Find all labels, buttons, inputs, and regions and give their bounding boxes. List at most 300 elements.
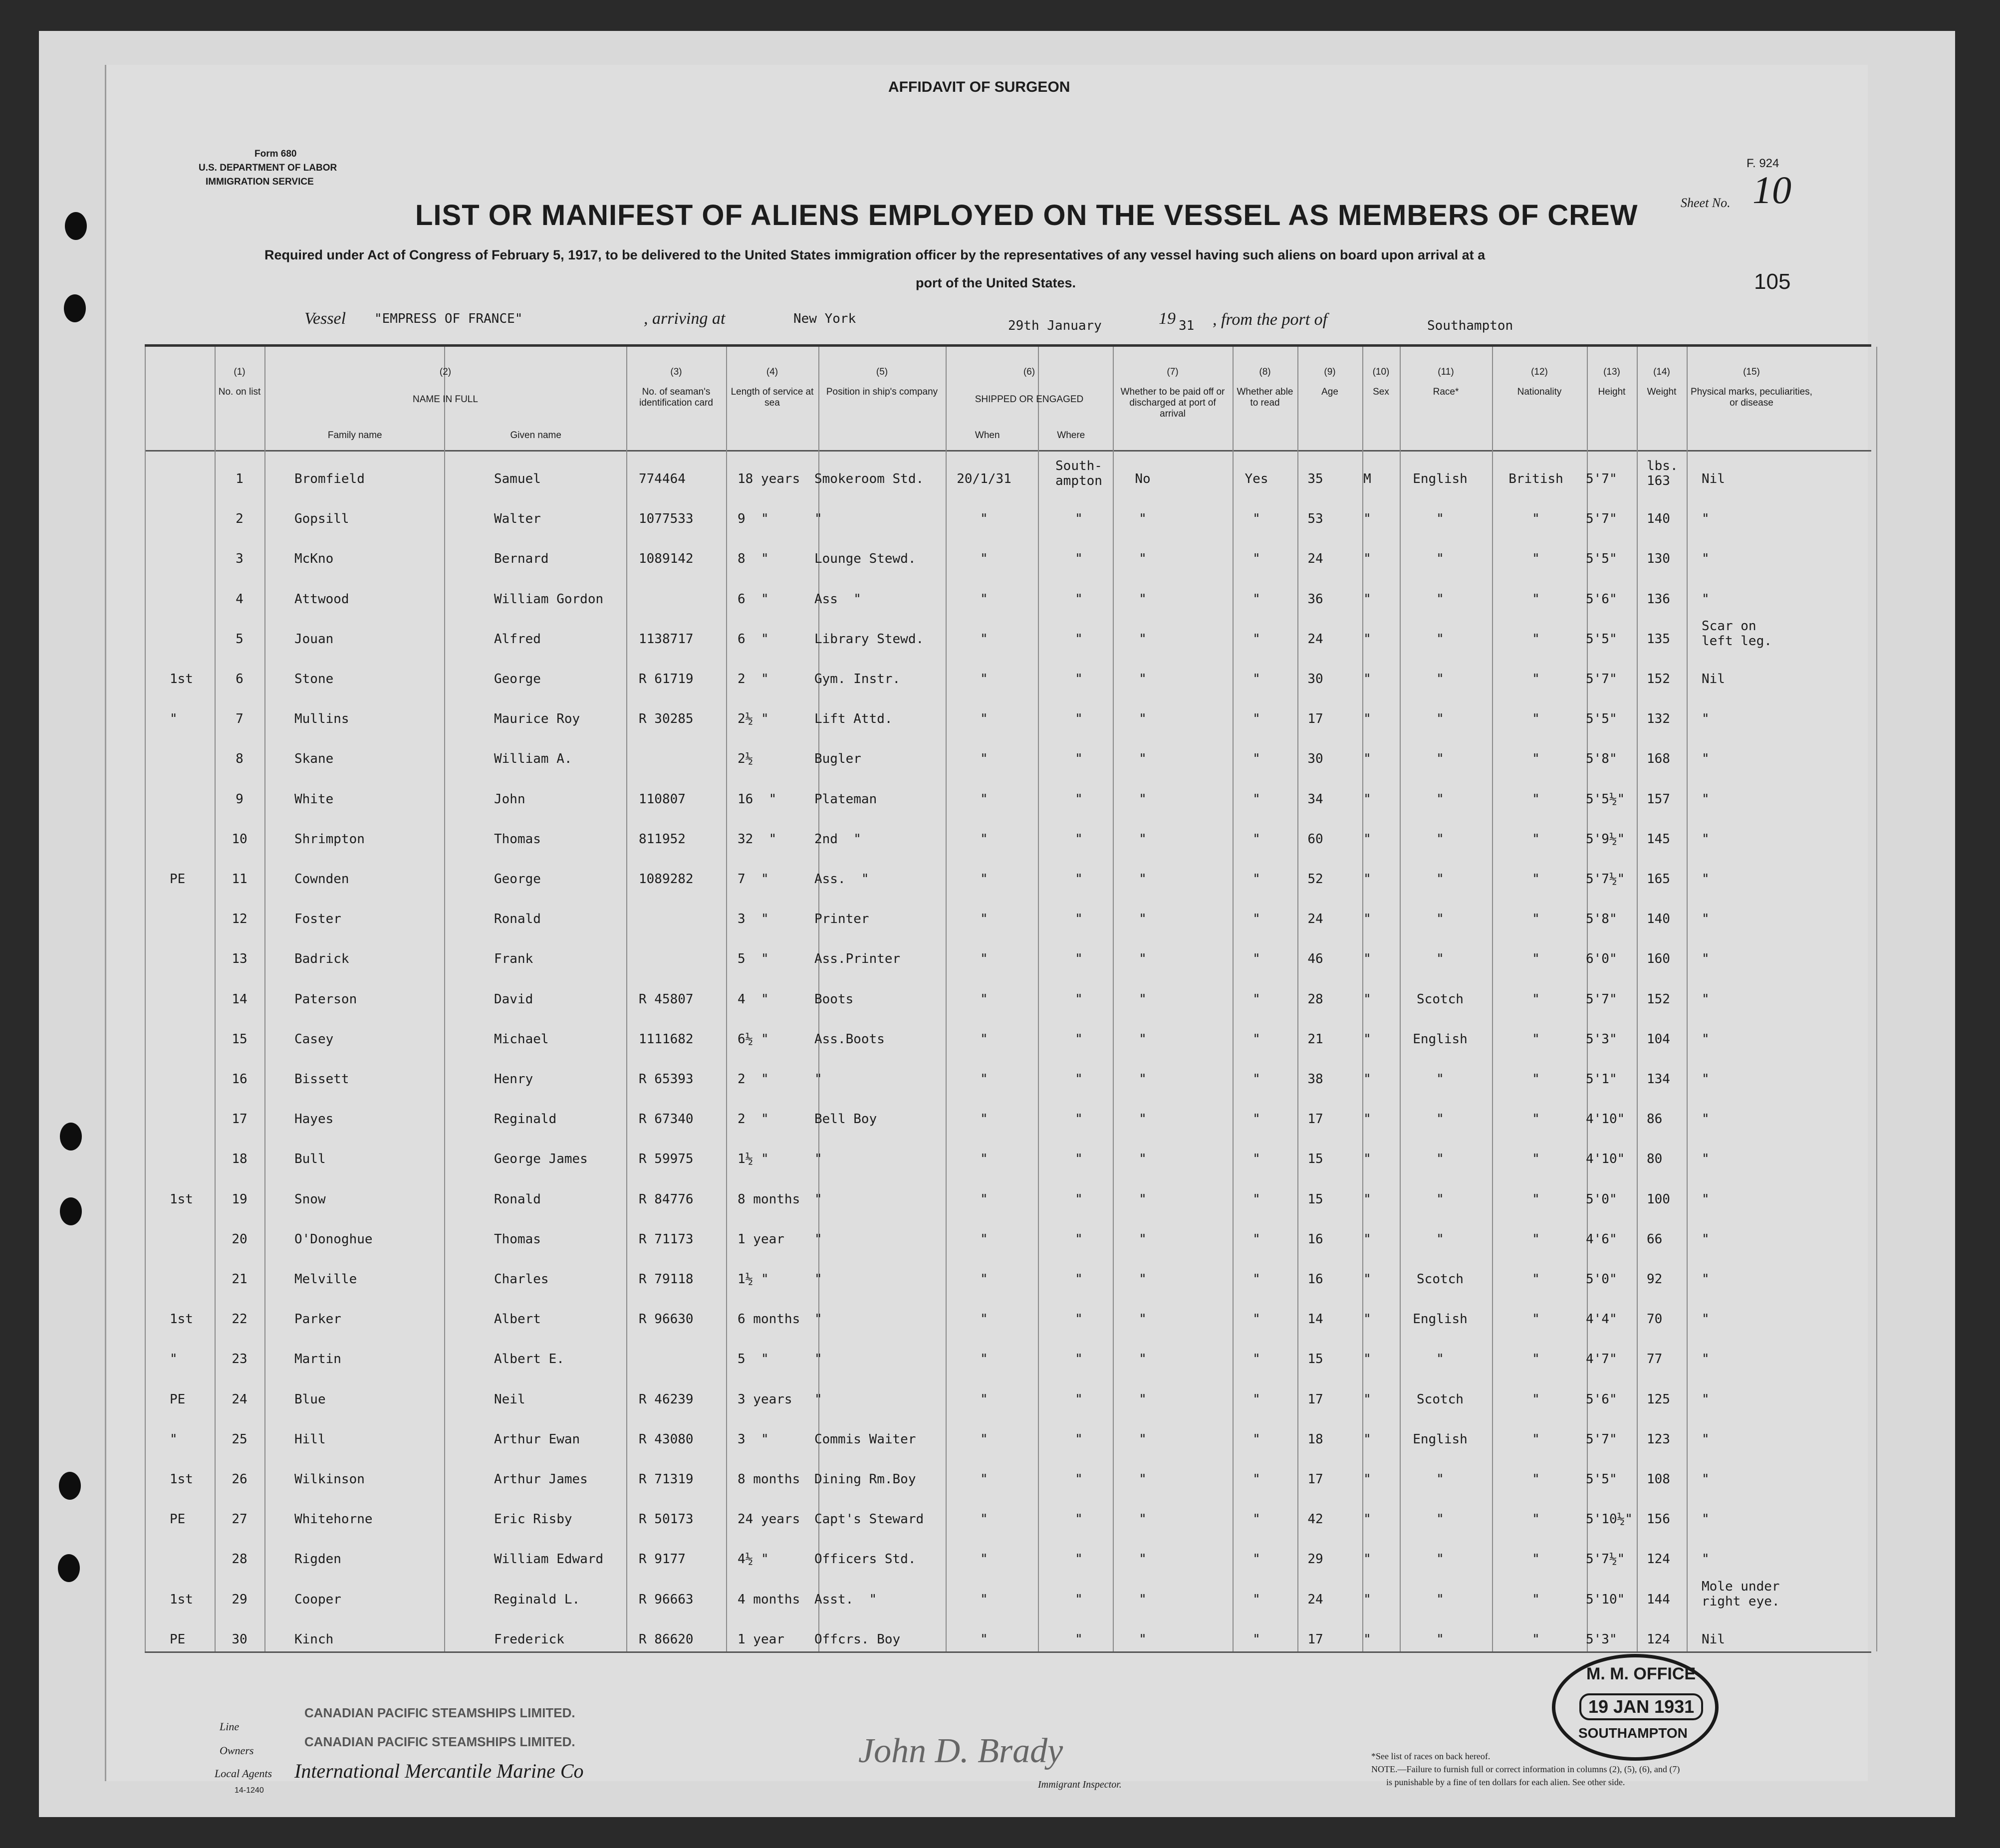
length-of-service: 1½ " [738, 1152, 769, 1167]
able-to-read: " [1252, 751, 1260, 767]
able-to-read: " [1252, 591, 1260, 607]
paid-off: " [1139, 631, 1147, 647]
given-name: Samuel [494, 471, 541, 486]
position: " [814, 1352, 822, 1367]
length-of-service: 4½ " [738, 1552, 769, 1567]
row-number: 17 [232, 1112, 248, 1127]
race: " [1436, 1072, 1444, 1087]
age: 17 [1307, 1472, 1323, 1487]
weight: 66 [1647, 1231, 1663, 1247]
punch-hole [60, 1123, 82, 1151]
family-name: Skane [294, 751, 334, 767]
given-name: William A. [494, 751, 572, 767]
age: 15 [1307, 1352, 1323, 1367]
page-number: 105 [1754, 269, 1791, 294]
weight: 157 [1647, 791, 1670, 807]
position: Library Stewd. [814, 631, 924, 647]
height: 4'10" [1586, 1112, 1625, 1127]
sex: " [1363, 791, 1371, 807]
shipped-when: " [980, 1272, 988, 1287]
length-of-service: 7 " [738, 872, 769, 887]
sex: " [1363, 751, 1371, 767]
id-card-number: 1089142 [639, 551, 694, 567]
shipped-where: " [1075, 631, 1083, 647]
family-name: Attwood [294, 591, 349, 607]
family-name: Hill [294, 1431, 326, 1447]
column-number: (10) [1372, 367, 1390, 377]
age: 60 [1307, 831, 1323, 847]
height: 4'6" [1586, 1231, 1617, 1247]
column-rule [946, 347, 947, 1651]
sex: " [1363, 1231, 1371, 1247]
race: " [1436, 1592, 1444, 1607]
race: " [1436, 1472, 1444, 1487]
sex: " [1363, 1631, 1371, 1647]
weight: 165 [1647, 872, 1670, 887]
column-header: No. of seaman's identification card [639, 387, 713, 408]
age: 21 [1307, 1031, 1323, 1047]
nationality: " [1532, 631, 1540, 647]
paid-off: " [1139, 1152, 1147, 1167]
arrival-year: 31 [1179, 318, 1195, 333]
given-name: Walter [494, 511, 541, 527]
given-name: John [494, 791, 525, 807]
age: 53 [1307, 511, 1323, 527]
position: " [814, 1231, 822, 1247]
physical-marks: " [1702, 872, 1710, 887]
weight: 130 [1647, 551, 1670, 567]
physical-marks: " [1702, 1472, 1710, 1487]
shipped-where: " [1075, 672, 1083, 687]
id-card-number: R 86620 [639, 1631, 694, 1647]
fine-note: is punishable by a fine of ten dollars for each alien. See other side. [1386, 1777, 1625, 1787]
shipped-where: " [1075, 912, 1083, 927]
column-number: (1) [234, 367, 246, 377]
column-header: NAME IN FULL [413, 394, 478, 405]
able-to-read: " [1252, 912, 1260, 927]
id-card-number: R 71173 [639, 1231, 694, 1247]
nationality: " [1532, 1391, 1540, 1407]
physical-marks: " [1702, 1031, 1710, 1047]
paid-off: " [1139, 1552, 1147, 1567]
height: 5'7" [1586, 511, 1617, 527]
column-number: (9) [1324, 367, 1336, 377]
height: 5'7" [1586, 471, 1617, 486]
given-name: Reginald L. [494, 1592, 580, 1607]
position: Boots [814, 991, 854, 1007]
paid-off: " [1139, 1191, 1147, 1207]
race: English [1413, 1312, 1468, 1327]
column-rule [1876, 347, 1877, 1651]
id-card-number: R 45807 [639, 991, 694, 1007]
age: 17 [1307, 1631, 1323, 1647]
able-to-read: " [1252, 1191, 1260, 1207]
height: 5'3" [1586, 1031, 1617, 1047]
column-number: (13) [1603, 367, 1620, 377]
shipped-when: " [980, 1231, 988, 1247]
shipped-when: " [980, 672, 988, 687]
shipped-when: " [980, 831, 988, 847]
race: " [1436, 831, 1444, 847]
id-card-number: 774464 [639, 471, 686, 486]
family-name: Whitehorne [294, 1512, 373, 1527]
physical-marks: " [1702, 1231, 1710, 1247]
weight: 145 [1647, 831, 1670, 847]
height: 5'5" [1586, 1472, 1617, 1487]
family-name: Snow [294, 1191, 326, 1207]
shipped-where: " [1075, 511, 1083, 527]
height: 5'10" [1586, 1592, 1625, 1607]
race: " [1436, 711, 1444, 727]
weight: 100 [1647, 1191, 1670, 1207]
shipped-when: " [980, 1312, 988, 1327]
physical-marks: " [1702, 791, 1710, 807]
physical-marks: " [1702, 1312, 1710, 1327]
height: 5'7½" [1586, 1552, 1625, 1567]
stamp-top: M. M. OFFICE [1586, 1664, 1696, 1683]
shipped-when: " [980, 991, 988, 1007]
nationality: " [1532, 1191, 1540, 1207]
sex: " [1363, 1391, 1371, 1407]
id-card-number: R 61719 [639, 672, 694, 687]
row-number: 9 [236, 791, 244, 807]
length-of-service: 3 years [738, 1391, 792, 1407]
nationality: " [1532, 872, 1540, 887]
column-number: (8) [1259, 367, 1271, 377]
shipped-where: " [1075, 1112, 1083, 1127]
weight: 140 [1647, 912, 1670, 927]
age: 36 [1307, 591, 1323, 607]
physical-marks: " [1702, 1191, 1710, 1207]
nationality: " [1532, 751, 1540, 767]
sheet-number: 10 [1752, 168, 1791, 212]
given-name: Ronald [494, 1191, 541, 1207]
length-of-service: 16 " [738, 791, 777, 807]
height: 5'3" [1586, 1631, 1617, 1647]
race: " [1436, 1191, 1444, 1207]
service-label: IMMIGRATION SERVICE [206, 177, 314, 187]
sex: " [1363, 631, 1371, 647]
nationality: " [1532, 1352, 1540, 1367]
row-number: 11 [232, 872, 248, 887]
shipped-where: " [1075, 951, 1083, 967]
paid-off: " [1139, 1512, 1147, 1527]
position: " [814, 1152, 822, 1167]
shipped-where: " [1075, 1472, 1083, 1487]
row-number: 8 [236, 751, 244, 767]
race: " [1436, 1352, 1444, 1367]
given-name: Arthur James [494, 1472, 588, 1487]
agents-label: Local Agents [215, 1767, 272, 1780]
length-of-service: 3 " [738, 912, 769, 927]
margin-mark: " [170, 1352, 178, 1367]
physical-marks: " [1702, 831, 1710, 847]
nationality: " [1532, 1512, 1540, 1527]
shipped-when: 20/1/31 [957, 471, 1011, 486]
paid-off: " [1139, 551, 1147, 567]
race: " [1436, 1631, 1444, 1647]
shipped-where: " [1075, 1352, 1083, 1367]
family-name: Mullins [294, 711, 349, 727]
race: " [1436, 872, 1444, 887]
arrival-port: New York [793, 311, 856, 326]
weight: 168 [1647, 751, 1670, 767]
physical-marks: Nil [1702, 471, 1725, 486]
age: 30 [1307, 672, 1323, 687]
stamp-bottom: SOUTHAMPTON [1578, 1725, 1688, 1741]
row-number: 19 [232, 1191, 248, 1207]
sex: " [1363, 1472, 1371, 1487]
given-name: Thomas [494, 831, 541, 847]
margin-mark: " [170, 1431, 178, 1447]
margin-mark: 1st [170, 1472, 193, 1487]
sex: " [1363, 1512, 1371, 1527]
nationality: " [1532, 951, 1540, 967]
row-number: 25 [232, 1431, 248, 1447]
weight: 135 [1647, 631, 1670, 647]
physical-marks: " [1702, 1272, 1710, 1287]
able-to-read: " [1252, 1031, 1260, 1047]
weight: 156 [1647, 1512, 1670, 1527]
margin-mark: 1st [170, 672, 193, 687]
sex: " [1363, 672, 1371, 687]
weight: 86 [1647, 1112, 1663, 1127]
from-label: , from the port of [1213, 310, 1328, 329]
position: Lounge Stewd. [814, 551, 916, 567]
physical-marks: " [1702, 951, 1710, 967]
column-subheader: Where [1057, 430, 1085, 441]
weight: 124 [1647, 1552, 1670, 1567]
shipped-when: " [980, 1191, 988, 1207]
physical-marks: " [1702, 551, 1710, 567]
id-card-number: R 43080 [639, 1431, 694, 1447]
length-of-service: 8 months [738, 1191, 800, 1207]
id-card-number: R 67340 [639, 1112, 694, 1127]
length-of-service: 32 " [738, 831, 777, 847]
id-card-number: 1077533 [639, 511, 694, 527]
shipped-when: " [980, 1431, 988, 1447]
arriving-label: , arriving at [644, 309, 726, 328]
column-rule [1637, 347, 1638, 1651]
weight: 144 [1647, 1592, 1670, 1607]
given-name: Bernard [494, 551, 549, 567]
position: Ass.Printer [814, 951, 901, 967]
column-subheader: When [975, 430, 1000, 441]
height: 5'7" [1586, 1431, 1617, 1447]
weight: 136 [1647, 591, 1670, 607]
height: 5'7" [1586, 672, 1617, 687]
given-name: Arthur Ewan [494, 1431, 580, 1447]
paid-off: " [1139, 1391, 1147, 1407]
subtitle: Required under Act of Congress of February 5, 1917, to be delivered to the United States immigration officer by the representatives of any vessel having such aliens on board upon arrival at a [264, 247, 1486, 262]
able-to-read: Yes [1245, 471, 1268, 486]
affidavit-heading: AFFIDAVIT OF SURGEON [888, 79, 1070, 95]
race: " [1436, 751, 1444, 767]
able-to-read: " [1252, 1431, 1260, 1447]
race: " [1436, 912, 1444, 927]
shipped-where: " [1075, 1231, 1083, 1247]
position: " [814, 1191, 822, 1207]
form-number: Form 680 [254, 149, 297, 159]
row-number: 16 [232, 1072, 248, 1087]
paid-off: " [1139, 1592, 1147, 1607]
length-of-service: 2½ [738, 751, 753, 767]
paid-off: " [1139, 672, 1147, 687]
length-of-service: 6 " [738, 631, 769, 647]
height: 5'6" [1586, 591, 1617, 607]
height: 5'9½" [1586, 831, 1625, 847]
column-number: (15) [1743, 367, 1760, 377]
paid-off: " [1139, 1472, 1147, 1487]
able-to-read: " [1252, 831, 1260, 847]
position: Asst. " [814, 1592, 877, 1607]
physical-marks: " [1702, 1512, 1710, 1527]
column-header: Height [1598, 387, 1626, 397]
nationality: " [1532, 591, 1540, 607]
given-name: Henry [494, 1072, 533, 1087]
weight: 152 [1647, 991, 1670, 1007]
height: 5'8" [1586, 912, 1617, 927]
given-name: Albert [494, 1312, 541, 1327]
id-card-number: 1111682 [639, 1031, 694, 1047]
races-note: *See list of races on back hereof. [1371, 1751, 1491, 1761]
physical-marks: " [1702, 711, 1710, 727]
given-name: Frank [494, 951, 533, 967]
shipped-where: " [1075, 1312, 1083, 1327]
family-name: Hayes [294, 1112, 334, 1127]
shipped-where: " [1075, 1031, 1083, 1047]
column-rule [1687, 347, 1688, 1651]
shipped-when: " [980, 1152, 988, 1167]
column-header: Length of service at sea [731, 387, 814, 408]
shipped-where: " [1075, 1592, 1083, 1607]
height: 5'6" [1586, 1391, 1617, 1407]
position: Commis Waiter [814, 1431, 916, 1447]
paid-off: " [1139, 791, 1147, 807]
nationality: " [1532, 1152, 1540, 1167]
nationality: " [1532, 912, 1540, 927]
id-card-number: 1138717 [639, 631, 694, 647]
nationality: British [1508, 471, 1563, 486]
able-to-read: " [1252, 872, 1260, 887]
weight: 70 [1647, 1312, 1663, 1327]
column-header: Whether to be paid off or discharged at port of arrival [1120, 387, 1225, 419]
physical-marks: " [1702, 511, 1710, 527]
race: English [1413, 471, 1468, 486]
given-name: Neil [494, 1391, 525, 1407]
sex: " [1363, 1112, 1371, 1127]
shipped-where: " [1075, 791, 1083, 807]
family-name: Melville [294, 1272, 357, 1287]
physical-marks: " [1702, 751, 1710, 767]
position: Lift Attd. [814, 711, 893, 727]
given-name: Reginald [494, 1112, 557, 1127]
nationality: " [1532, 831, 1540, 847]
column-header: Race* [1433, 387, 1459, 397]
subtitle-line2: port of the United States. [916, 275, 1076, 290]
nationality: " [1532, 1552, 1540, 1567]
punch-hole [60, 1197, 82, 1225]
age: 17 [1307, 1391, 1323, 1407]
margin-mark: " [170, 711, 178, 727]
length-of-service: 2 " [738, 1112, 769, 1127]
table-bottom-rule [145, 1651, 1871, 1653]
sex: " [1363, 511, 1371, 527]
column-header: Age [1321, 387, 1338, 397]
able-to-read: " [1252, 1272, 1260, 1287]
length-of-service: 24 years [738, 1512, 800, 1527]
age: 24 [1307, 551, 1323, 567]
family-name: Kinch [294, 1631, 334, 1647]
department-label: U.S. DEPARTMENT OF LABOR [199, 163, 337, 173]
shipped-where: " [1075, 1631, 1083, 1647]
position: " [814, 511, 822, 527]
f-number: F. 924 [1747, 157, 1779, 170]
length-of-service: 6 " [738, 591, 769, 607]
row-number: 4 [236, 591, 244, 607]
given-name: Albert E. [494, 1352, 564, 1367]
height: 5'5" [1586, 631, 1617, 647]
family-name: Blue [294, 1391, 326, 1407]
shipped-when: " [980, 951, 988, 967]
height: 4'4" [1586, 1312, 1617, 1327]
shipped-when: " [980, 591, 988, 607]
race: " [1436, 951, 1444, 967]
row-number: 20 [232, 1231, 248, 1247]
age: 24 [1307, 912, 1323, 927]
physical-marks: " [1702, 1152, 1710, 1167]
paid-off: " [1139, 1312, 1147, 1327]
family-name: Bromfield [294, 471, 365, 486]
able-to-read: " [1252, 1472, 1260, 1487]
age: 17 [1307, 1112, 1323, 1127]
failure-note: NOTE.—Failure to furnish full or correct information in columns (2), (5), (6), and (7) [1371, 1764, 1680, 1774]
column-number: (7) [1167, 367, 1179, 377]
punch-hole [59, 1472, 81, 1500]
age: 24 [1307, 631, 1323, 647]
position: Smokeroom Std. [814, 471, 924, 486]
shipped-where: " [1075, 1431, 1083, 1447]
office-stamp [1552, 1654, 1719, 1761]
column-header: Position in ship's company [826, 387, 938, 397]
paid-off: " [1139, 951, 1147, 967]
able-to-read: " [1252, 1312, 1260, 1327]
row-number: 7 [236, 711, 244, 727]
family-name: Parker [294, 1312, 341, 1327]
sex: " [1363, 1592, 1371, 1607]
position: Bell Boy [814, 1112, 877, 1127]
length-of-service: 2½ " [738, 711, 769, 727]
physical-marks: Mole under right eye. [1702, 1579, 1780, 1609]
weight: 132 [1647, 711, 1670, 727]
row-number: 15 [232, 1031, 248, 1047]
weight: 140 [1647, 511, 1670, 527]
arrival-date: 29th January [1008, 318, 1102, 333]
physical-marks: " [1702, 1431, 1710, 1447]
physical-marks: " [1702, 1112, 1710, 1127]
age: 14 [1307, 1312, 1323, 1327]
given-name: George [494, 872, 541, 887]
family-name: Bissett [294, 1072, 349, 1087]
header-bottom-rule [145, 450, 1871, 452]
margin-mark: PE [170, 1391, 186, 1407]
column-number: (2) [439, 367, 452, 377]
id-card-number: R 65393 [639, 1072, 694, 1087]
row-number: 24 [232, 1391, 248, 1407]
physical-marks: Nil [1702, 672, 1725, 687]
length-of-service: 4 months [738, 1592, 800, 1607]
id-card-number: R 50173 [639, 1512, 694, 1527]
